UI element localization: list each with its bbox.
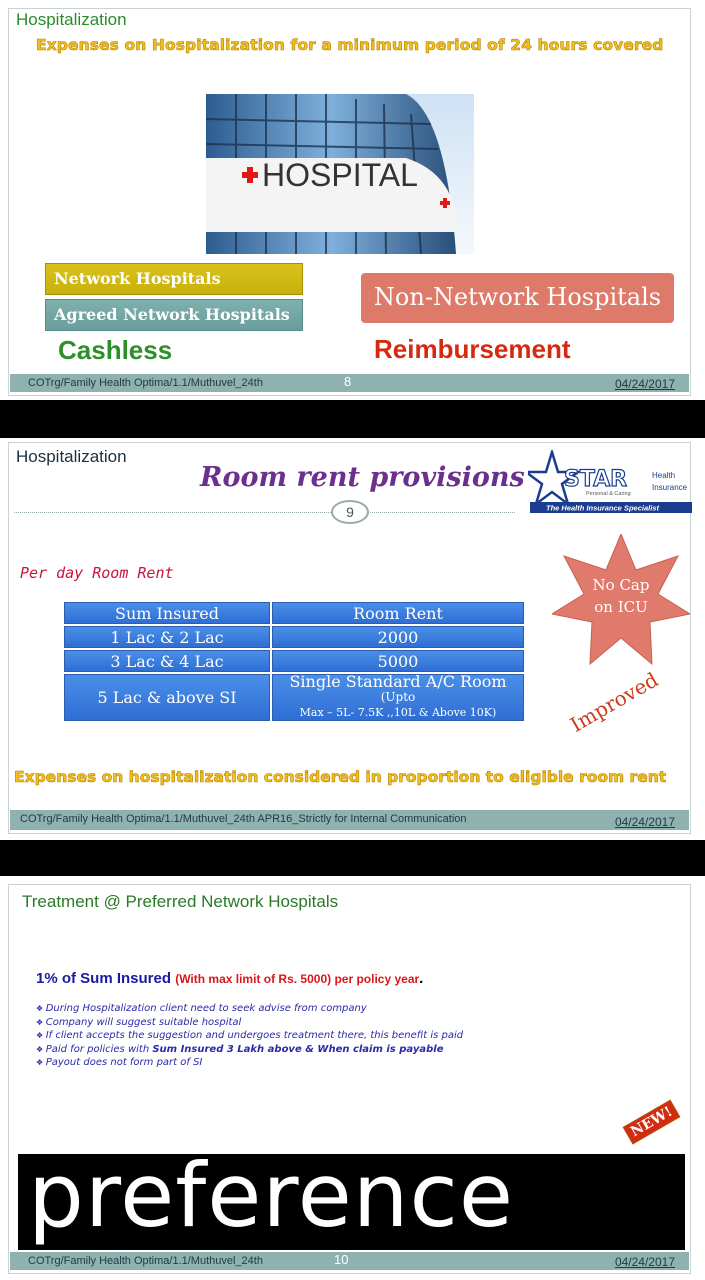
slide-title: Treatment @ Preferred Network Hospitals xyxy=(22,892,339,911)
cell-sum-insured: 1 Lac & 2 Lac xyxy=(64,626,270,648)
svg-text:The Health Insurance Specialis: The Health Insurance Specialist xyxy=(546,503,659,513)
footer-text: COTrg/Family Health Optima/1.1/Muthuvel_24th APR16_Strictly for Internal Communication xyxy=(20,813,467,825)
list-item: ❖ Company will suggest suitable hospital xyxy=(36,1016,463,1030)
star-health-logo xyxy=(528,450,694,522)
cell-room-rent xyxy=(272,674,524,721)
reimbursement-label: Reimbursement xyxy=(374,334,571,364)
list-item: ❖ If client accepts the suggestion and undergoes treatment there, this benefit is paid xyxy=(36,1029,463,1043)
cell-room-rent: 2000 xyxy=(272,626,524,648)
cashless-label: Cashless xyxy=(58,335,173,365)
svg-text:STAR: STAR xyxy=(564,467,628,492)
network-hospitals-pill: Network Hospitals xyxy=(45,263,303,295)
slide-footer xyxy=(10,1252,689,1270)
cell-room-rent: 5000 xyxy=(272,650,524,672)
room-rent-main: Single Standard A/C Room xyxy=(289,672,507,691)
room-rent-heading: Room rent provisions xyxy=(200,462,525,493)
room-rent-table xyxy=(62,600,526,723)
header-sum-insured: Sum Insured xyxy=(64,602,270,624)
headline: Expenses on Hospitalization for a minimum period of 24 hours covered xyxy=(36,36,664,54)
slide-room-rent xyxy=(0,438,705,840)
hospital-sign-text: HOSPITAL xyxy=(262,157,418,193)
slide-title: Hospitalization xyxy=(16,447,127,466)
list-item: ❖ Paid for policies with Sum Insured 3 Lakh above & When claim is payable xyxy=(36,1043,463,1057)
room-rent-sub: Max – 5L- 7.5K ,,10L & Above 10K) xyxy=(299,706,497,719)
slide-footer xyxy=(10,374,689,392)
badge-line-2: on ICU xyxy=(594,598,648,616)
divider xyxy=(14,512,515,513)
table-row xyxy=(64,674,524,721)
slide-number-badge: 9 xyxy=(331,500,369,524)
sum-insured-line: 1% of Sum Insured (With max limit of Rs. 5000) per policy year. xyxy=(36,970,424,987)
agreed-network-hospitals-pill: Agreed Network Hospitals xyxy=(45,299,303,331)
new-badge: NEW! xyxy=(623,1100,681,1145)
non-network-hospitals-pill: Non-Network Hospitals xyxy=(361,273,674,323)
si-main: 1% of Sum Insured xyxy=(36,970,172,987)
bullet-list xyxy=(36,1002,463,1070)
list-item: ❖ During Hospitalization client need to seek advise from company xyxy=(36,1002,463,1016)
preference-word: preference xyxy=(28,1154,515,1247)
slide-footer xyxy=(10,810,689,830)
page-number: 10 xyxy=(334,1252,349,1267)
preference-banner xyxy=(18,1154,685,1250)
table-header-row xyxy=(64,602,524,624)
improved-label: Improved xyxy=(566,667,663,737)
footer-date: 04/24/2017 xyxy=(614,377,675,391)
cell-sum-insured: 3 Lac & 4 Lac xyxy=(64,650,270,672)
bottom-note: Expenses on hospitalization considered in proportion to eligible room rent xyxy=(14,768,667,786)
svg-text:Personal & Caring: Personal & Caring xyxy=(586,491,631,497)
header-room-rent: Room Rent xyxy=(272,602,524,624)
room-rent-upto: (Upto xyxy=(380,690,416,704)
hospital-building-image xyxy=(206,94,474,254)
page-number: 8 xyxy=(344,374,352,389)
badge-line-1: No Cap xyxy=(592,576,650,594)
slide-title: Hospitalization xyxy=(16,10,127,29)
svg-text:Insurance: Insurance xyxy=(652,483,688,492)
table-row xyxy=(64,626,524,648)
si-limit: (With max limit of Rs. 5000) per policy year xyxy=(175,972,420,986)
footer-date: 04/24/2017 xyxy=(614,1255,675,1269)
footer-date: 04/24/2017 xyxy=(614,815,675,829)
table-row xyxy=(64,650,524,672)
no-cap-icu-starburst xyxy=(552,534,690,670)
per-day-room-rent-label: Per day Room Rent xyxy=(20,564,174,582)
list-item: ❖ Payout does not form part of SI xyxy=(36,1056,463,1070)
slide-preferred-network xyxy=(0,876,705,1280)
footer-text: COTrg/Family Health Optima/1.1/Muthuvel_24th xyxy=(28,1255,263,1267)
svg-text:Health: Health xyxy=(652,471,676,480)
footer-text: COTrg/Family Health Optima/1.1/Muthuvel_24th xyxy=(28,377,263,389)
cell-sum-insured: 5 Lac & above SI xyxy=(64,674,270,721)
slide-hospitalization xyxy=(0,0,705,400)
